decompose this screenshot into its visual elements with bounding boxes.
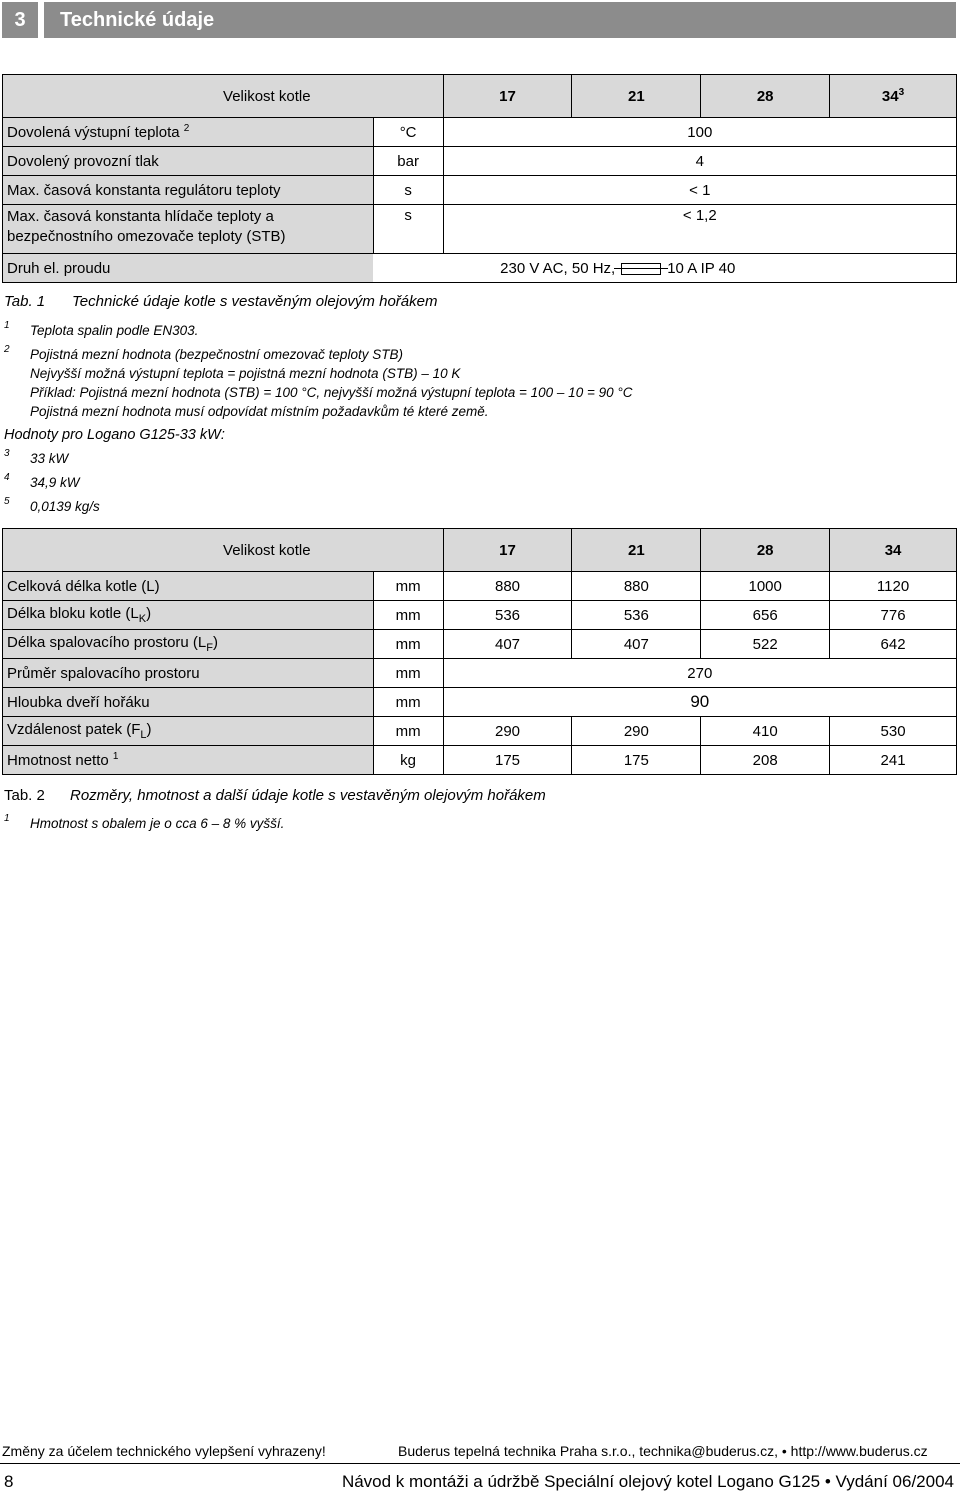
cell-value: 880 [572, 572, 701, 601]
subscript: F [206, 642, 214, 654]
row-value [373, 254, 956, 283]
footnote-number: 5 [4, 496, 10, 507]
cell-value: 410 [701, 717, 830, 746]
table-row [3, 659, 957, 688]
cell-value: 656 [701, 601, 830, 630]
cell-value: 1120 [830, 572, 957, 601]
table-caption [4, 787, 546, 804]
row-value: 4 [443, 147, 956, 176]
row-unit: bar [373, 147, 443, 176]
document-title: Návod k montáži a údržbě Speciální olejový kotel Logano G125 • Vydání 06/2004 [341, 1472, 954, 1491]
footnote-text: Příklad: Pojistná mezní hodnota (STB) = 100 °C, nejvyšší možná výstupní teplota = 100 – 10 = 90 °C [30, 385, 633, 400]
cell-value: 175 [443, 746, 572, 775]
size-34: 34 [830, 529, 957, 572]
table-row [3, 118, 957, 147]
row-label [3, 118, 374, 147]
cell-value: 270 [443, 659, 956, 688]
row-unit: mm [373, 659, 443, 688]
size-17: 17 [443, 75, 572, 118]
tech-data-table [2, 74, 957, 283]
table-row [3, 601, 957, 630]
cell-value: 407 [443, 630, 572, 659]
size-34-value: 34 [881, 88, 899, 105]
row-label: Celková délka kotle (L) [3, 572, 374, 601]
footnote-number: 3 [4, 448, 10, 459]
cell-value: 536 [572, 601, 701, 630]
footnote-number: 1 [4, 320, 10, 331]
size-header-label: Velikost kotle [3, 75, 444, 118]
footnote-number: 4 [4, 472, 10, 483]
cell-value: 407 [572, 630, 701, 659]
table-row [3, 746, 957, 775]
cell-value: 90 [443, 688, 956, 717]
table-row [3, 176, 957, 205]
row-label [3, 601, 374, 630]
row-unit: s [373, 205, 443, 254]
subscript: L [140, 729, 147, 741]
row-label: Druh el. proudu [3, 254, 374, 283]
cell-value: 776 [830, 601, 957, 630]
table-row [3, 688, 957, 717]
size-28: 28 [701, 75, 830, 118]
row-unit: °C [373, 118, 443, 147]
footnote-ref: 2 [183, 123, 190, 134]
size-28: 28 [701, 529, 830, 572]
cell-value: 290 [572, 717, 701, 746]
subscript: K [138, 613, 147, 625]
size-header-label: Velikost kotle [3, 529, 444, 572]
caption-text: Technické údaje kotle s vestavěným olejovým hořákem [72, 293, 438, 310]
row-label: Hloubka dveří hořáku [3, 688, 374, 717]
footer-company: Buderus tepelná technika Praha s.r.o., technika@buderus.cz, • http://www.buderus.cz [398, 1443, 928, 1459]
cell-value: 175 [572, 746, 701, 775]
cell-value: 241 [830, 746, 957, 775]
footer-divider [0, 1463, 960, 1464]
footnote-text: Pojistná mezní hodnota musí odpovídat místním požadavkům té které země. [30, 404, 489, 419]
footnote-ref: 3 [898, 87, 905, 98]
row-label-text: Délka bloku kotle (L [7, 605, 139, 622]
footnote-number: 2 [4, 344, 10, 355]
table-row [3, 147, 957, 176]
table-row [3, 717, 957, 746]
row-label-text: Dovolená výstupní teplota [7, 124, 180, 141]
row-label: Průměr spalovacího prostoru [3, 659, 374, 688]
footnote-number: 1 [4, 813, 10, 824]
size-17: 17 [443, 529, 572, 572]
cell-value: 880 [443, 572, 572, 601]
row-label-end: ) [146, 721, 152, 738]
footnote-text: Pojistná mezní hodnota (bezpečnostní omezovač teploty STB) [30, 347, 403, 362]
size-21: 21 [572, 75, 701, 118]
size-34 [830, 75, 957, 118]
footnote-ref: 1 [112, 751, 119, 762]
cell-value: 530 [830, 717, 957, 746]
row-label-text: Hmotnost netto [7, 752, 109, 769]
row-unit: s [373, 176, 443, 205]
section-number: 3 [2, 2, 38, 38]
section-header [0, 0, 960, 40]
table-row [3, 572, 957, 601]
table-row [3, 205, 957, 254]
caption-text: Rozměry, hmotnost a další údaje kotle s vestavěným olejovým hořákem [70, 787, 546, 804]
row-label: Max. časová konstanta regulátoru teploty [3, 176, 374, 205]
row-label [3, 717, 374, 746]
cell-value: 522 [701, 630, 830, 659]
table-header-row [3, 75, 957, 118]
cell-value: 290 [443, 717, 572, 746]
row-label: Max. časová konstanta hlídače teploty a bezpečnostního omezovače teploty (STB) [3, 205, 374, 254]
caption-tab: Tab. 2 [4, 787, 45, 804]
row-unit: mm [373, 572, 443, 601]
row-unit: mm [373, 630, 443, 659]
row-label-end: ) [146, 605, 152, 622]
footnote-text: 33 kW [30, 451, 69, 466]
row-unit: kg [373, 746, 443, 775]
cell-value: 536 [443, 601, 572, 630]
row-value: 100 [443, 118, 956, 147]
row-label [3, 746, 374, 775]
row-unit: mm [373, 717, 443, 746]
power-value-a: 230 V AC, 50 Hz, [500, 259, 616, 277]
row-unit: mm [373, 688, 443, 717]
size-21: 21 [572, 529, 701, 572]
footnote-text: Nejvyšší možná výstupní teplota = pojistná mezní hodnota (STB) – 10 K [30, 366, 461, 381]
cell-value: 642 [830, 630, 957, 659]
footnote-text: 0,0139 kg/s [30, 499, 100, 514]
footer-disclaimer: Změny za účelem technického vylepšení vyhrazeny! [2, 1443, 326, 1459]
row-label: Dovolený provozní tlak [3, 147, 374, 176]
table-row [3, 254, 957, 283]
dimensions-table [2, 528, 957, 775]
table-row [3, 630, 957, 659]
footnote-text: 34,9 kW [30, 475, 80, 490]
power-value-b: 10 A IP 40 [667, 259, 736, 277]
row-value: < 1,2 [443, 205, 956, 254]
row-unit: mm [373, 601, 443, 630]
row-label-text: Délka spalovacího prostoru (L [7, 634, 207, 651]
section-title: Technické údaje [44, 2, 956, 38]
fuse-icon [621, 263, 661, 275]
logano-heading: Hodnoty pro Logano G125-33 kW: [4, 427, 225, 443]
cell-value: 1000 [701, 572, 830, 601]
row-value: < 1 [443, 176, 956, 205]
footnote-text: Hmotnost s obalem je o cca 6 – 8 % vyšší. [30, 816, 285, 831]
row-label [3, 630, 374, 659]
row-label-end: ) [213, 634, 219, 651]
row-label-text: Vzdálenost patek (F [7, 721, 141, 738]
caption-tab: Tab. 1 [4, 293, 46, 310]
table-header-row [3, 529, 957, 572]
footnote-text: Teplota spalin podle EN303. [30, 323, 199, 338]
page-number: 8 [4, 1472, 14, 1491]
table-caption [4, 293, 438, 310]
cell-value: 208 [701, 746, 830, 775]
